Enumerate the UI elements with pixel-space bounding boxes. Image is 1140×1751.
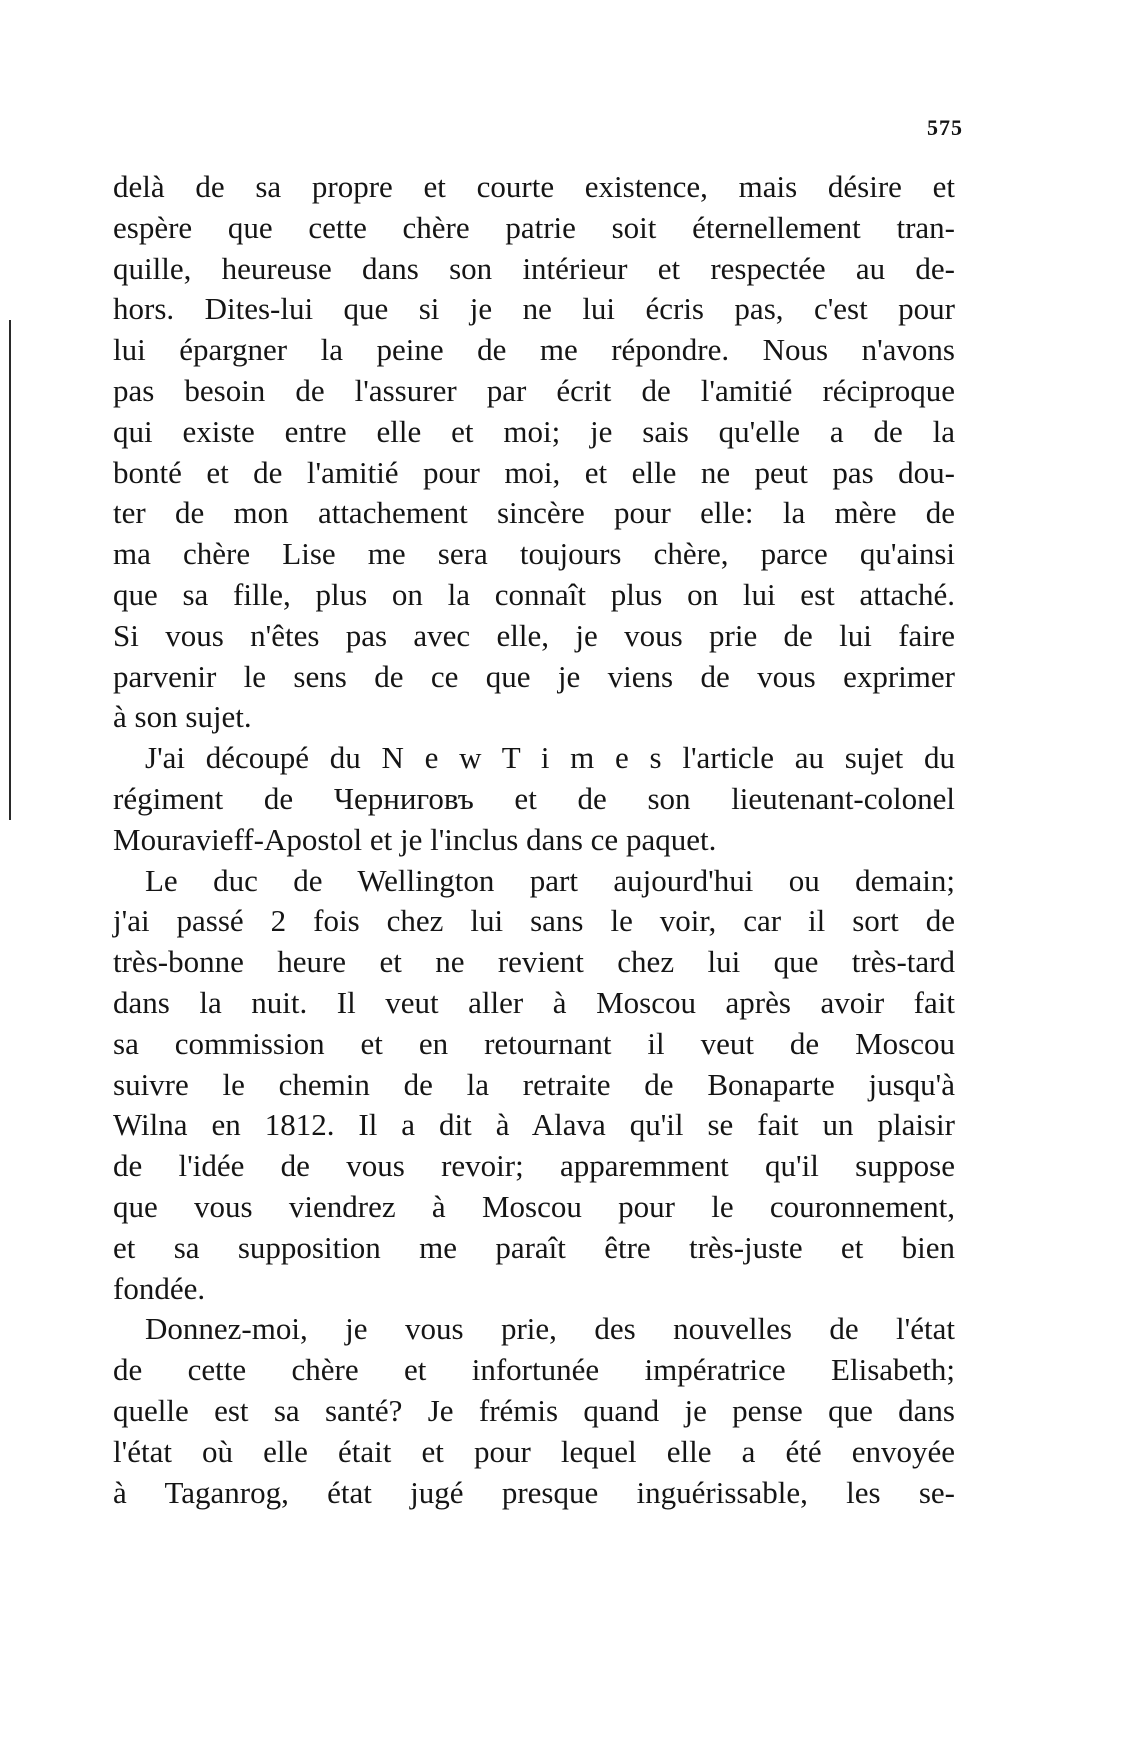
- text-line: parvenir le sens de ce que je viens de vous exprimer: [113, 658, 955, 694]
- text-line: très-bonne heure et ne revient chez lui que très-tard: [113, 944, 955, 980]
- text-line: suivre le chemin de la retraite de Bonaparte jusqu'à: [113, 1066, 955, 1102]
- text-line: pas besoin de l'assurer par écrit de l'amitié réciproque: [113, 372, 955, 408]
- text-line: que sa fille, plus on la connaît plus on lui est attaché.: [113, 576, 955, 612]
- text-line: à son sujet.: [113, 699, 252, 735]
- text-line: à Taganrog, état jugé presque inguérissable, les se-: [113, 1474, 955, 1510]
- text-line: Mouravieff-Apostol et je l'inclus dans ce paquet.: [113, 821, 717, 857]
- text-line: Wilna en 1812. Il a dit à Alava qu'il se fait un plaisir: [113, 1107, 955, 1143]
- text-line: espère que cette chère patrie soit éternellement tran-: [113, 209, 955, 245]
- text-line: delà de sa propre et courte existence, mais désire et: [113, 169, 955, 204]
- text-line: Donnez-moi, je vous prie, des nouvelles de l'état: [145, 1311, 955, 1347]
- text-line: ter de mon attachement sincère pour elle: la mère de: [113, 495, 955, 531]
- text-line: quelle est sa santé? Je frémis quand je pense que dans: [113, 1392, 955, 1428]
- text-line: sa commission et en retournant il veut de Moscou: [113, 1025, 955, 1061]
- text-line: de cette chère et infortunée impératrice Elisabeth;: [113, 1352, 955, 1388]
- body-text: [113, 167, 955, 1513]
- text-line: hors. Dites-lui que si je ne lui écris pas, c'est pour: [113, 291, 955, 327]
- text-line: dans la nuit. Il veut aller à Moscou après avoir fait: [113, 984, 955, 1020]
- text-line: Si vous n'êtes pas avec elle, je vous prie de lui faire: [113, 617, 955, 653]
- text-line: J'ai découpé du N e w T i m e s l'article au sujet du: [145, 740, 955, 776]
- text-line: j'ai passé 2 fois chez lui sans le voir, car il sort de: [113, 903, 955, 939]
- text-line: qui existe entre elle et moi; je sais qu'elle a de la: [113, 413, 955, 449]
- text-line: quille, heureuse dans son intérieur et respectée au de-: [113, 250, 955, 286]
- text-line: bonté et de l'amitié pour moi, et elle ne peut pas dou-: [113, 454, 955, 490]
- margin-scan-line: [9, 320, 11, 820]
- text-line: de l'idée de vous revoir; apparemment qu'il suppose: [113, 1148, 955, 1184]
- text-line: régiment de Черниговъ et de son lieutenant-colonel: [113, 780, 955, 816]
- text-line: que vous viendrez à Moscou pour le couronnement,: [113, 1188, 955, 1224]
- text-line: l'état où elle était et pour lequel elle a été envoyée: [113, 1433, 955, 1469]
- text-line: Le duc de Wellington part aujourd'hui ou demain;: [145, 862, 955, 898]
- text-line: lui épargner la peine de me répondre. Nous n'avons: [113, 332, 955, 368]
- page-number: 575: [927, 115, 963, 140]
- text-line: fondée.: [113, 1270, 206, 1306]
- text-line: ma chère Lise me sera toujours chère, parce qu'ainsi: [113, 536, 955, 572]
- text-line: et sa supposition me paraît être très-juste et bien: [113, 1229, 955, 1265]
